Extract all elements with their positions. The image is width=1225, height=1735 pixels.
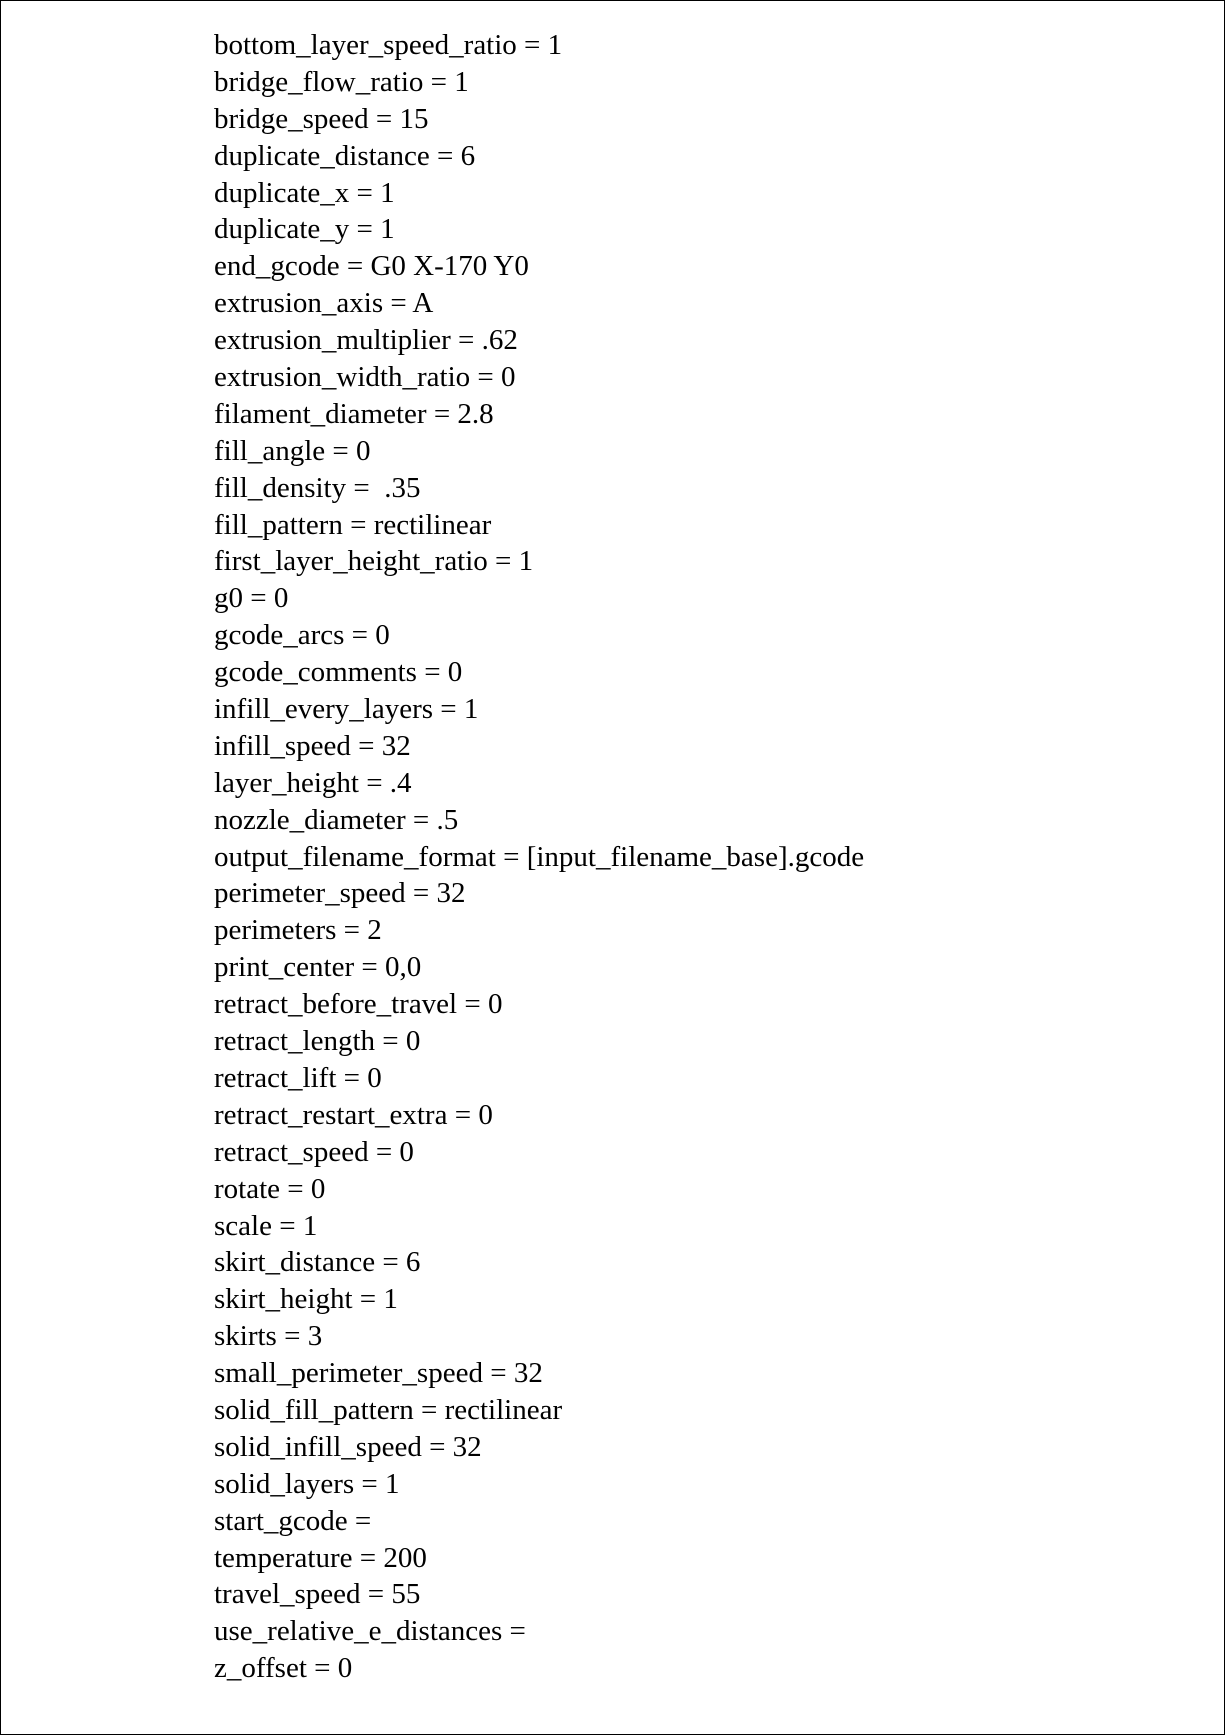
config-line-nozzle-diameter: nozzle_diameter = .5 bbox=[214, 803, 459, 836]
config-line-temperature: temperature = 200 bbox=[214, 1541, 427, 1574]
config-line-bottom-layer-speed-ratio: bottom_layer_speed_ratio = 1 bbox=[214, 29, 563, 61]
config-line-output-filename-format: output_filename_format = [input_filename_base].gcode bbox=[214, 840, 865, 873]
config-line-extrusion-multiplier: extrusion_multiplier = .62 bbox=[214, 324, 518, 357]
config-line-skirts: skirts = 3 bbox=[214, 1320, 323, 1353]
config-line-gcode-arcs: gcode_arcs = 0 bbox=[214, 619, 390, 652]
config-line-use-relative-e-distances: use_relative_e_distances = bbox=[214, 1615, 526, 1648]
config-line-travel-speed: travel_speed = 55 bbox=[214, 1578, 421, 1611]
config-line-bridge-flow-ratio: bridge_flow_ratio = 1 bbox=[214, 65, 469, 98]
config-line-fill-pattern: fill_pattern = rectilinear bbox=[214, 508, 492, 541]
config-line-retract-restart-extra: retract_restart_extra = 0 bbox=[214, 1098, 493, 1131]
config-line-first-layer-height-ratio: first_layer_height_ratio = 1 bbox=[214, 545, 534, 578]
config-line-duplicate-y: duplicate_y = 1 bbox=[214, 213, 395, 246]
config-line-g0: g0 = 0 bbox=[214, 582, 289, 615]
config-line-print-center: print_center = 0,0 bbox=[214, 951, 422, 984]
config-line-extrusion-axis: extrusion_axis = A bbox=[214, 287, 434, 320]
config-line-fill-angle: fill_angle = 0 bbox=[214, 434, 371, 467]
config-line-perimeter-speed: perimeter_speed = 32 bbox=[214, 877, 466, 910]
config-line-infill-every-layers: infill_every_layers = 1 bbox=[214, 693, 479, 726]
config-line-layer-height: layer_height = .4 bbox=[214, 766, 412, 799]
config-line-extrusion-width-ratio: extrusion_width_ratio = 0 bbox=[214, 361, 516, 394]
config-settings-list bbox=[214, 27, 864, 1687]
config-line-skirt-height: skirt_height = 1 bbox=[214, 1283, 398, 1316]
config-line-infill-speed: infill_speed = 32 bbox=[214, 729, 411, 762]
config-line-scale: scale = 1 bbox=[214, 1209, 318, 1242]
config-line-retract-lift: retract_lift = 0 bbox=[214, 1061, 382, 1094]
config-line-gcode-comments: gcode_comments = 0 bbox=[214, 656, 463, 689]
config-line-small-perimeter-speed: small_perimeter_speed = 32 bbox=[214, 1357, 543, 1390]
config-line-solid-fill-pattern: solid_fill_pattern = rectilinear bbox=[214, 1393, 563, 1426]
config-line-perimeters: perimeters = 2 bbox=[214, 914, 382, 947]
config-line-retract-length: retract_length = 0 bbox=[214, 1025, 421, 1058]
config-line-retract-before-travel: retract_before_travel = 0 bbox=[214, 988, 503, 1021]
config-line-fill-density: fill_density = .35 bbox=[214, 471, 421, 504]
config-line-start-gcode: start_gcode = bbox=[214, 1504, 372, 1537]
config-line-filament-diameter: filament_diameter = 2.8 bbox=[214, 397, 494, 430]
config-line-skirt-distance: skirt_distance = 6 bbox=[214, 1246, 421, 1279]
config-line-rotate: rotate = 0 bbox=[214, 1172, 326, 1205]
config-line-end-gcode: end_gcode = G0 X-170 Y0 bbox=[214, 250, 529, 283]
config-line-retract-speed: retract_speed = 0 bbox=[214, 1135, 414, 1168]
config-line-solid-infill-speed: solid_infill_speed = 32 bbox=[214, 1430, 482, 1463]
config-line-duplicate-distance: duplicate_distance = 6 bbox=[214, 139, 476, 172]
config-line-z-offset: z_offset = 0 bbox=[214, 1652, 353, 1685]
config-line-duplicate-x: duplicate_x = 1 bbox=[214, 176, 395, 209]
config-line-bridge-speed: bridge_speed = 15 bbox=[214, 102, 429, 135]
config-line-solid-layers: solid_layers = 1 bbox=[214, 1467, 400, 1500]
